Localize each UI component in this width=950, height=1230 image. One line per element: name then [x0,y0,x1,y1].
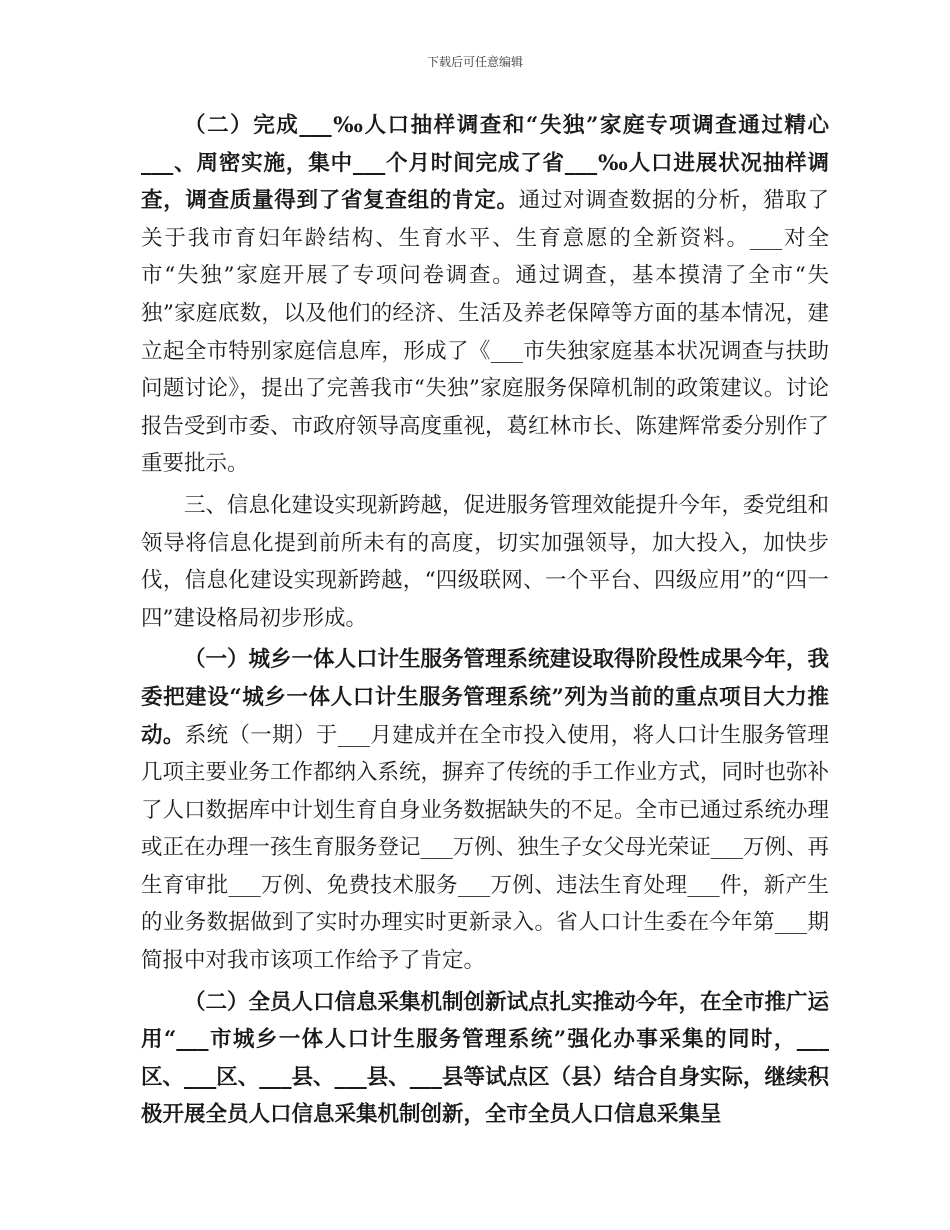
paragraph-1 [141,107,829,483]
document-body [141,107,829,1134]
paragraph-3 [141,641,829,979]
paragraph-1-heading: （二）完成___‰人口抽样调查和“失独”家庭专项调查通过精心___、周密实施，集中___个月时间完成了省___‰人口进展状况抽样调查，调查质量得到了省复查组的肯定。 [141,113,829,214]
page-header: 下载后可任意编辑 [426,55,523,69]
paragraph-3-text: 系统（一期）于___月建成并在全市投入使用，将人口计生服务管理几项主要业务工作都纳入系统，摒弃了传统的手工作业方式，同时也弥补了人口数据库中计划生育自身业务数据缺失的不足。全市已通过系统办理或正在办理一孩生育服务登记___万例、独生子女父母光荣证___万例、再生育审批___万例、免费技术服务___万例、违法生育处理___件，新产生的业务数据做到了实时办理实时更新录入。省人口计生委在今年第___期简报中对我市该项工作给予了肯定。 [141,722,830,974]
paragraph-4 [141,984,829,1134]
paragraph-4-heading: （二）全员人口信息采集机制创新试点扎实推动今年，在全市推广运用“___市城乡一体人口计生服务管理系统”强化办事采集的同时，___区、___区、___县、___县、___县等试点区（县）结合自身实际，继续积极开展全员人口信息采集机制创新，全市全员人口信息采集呈 [141,989,830,1128]
paragraph-2-text: 三、信息化建设实现新跨越，促进服务管理效能提升今年，委党组和领导将信息化提到前所未有的高度，切实加强领导，加大投入，加快步伐，信息化建设实现新跨越，“四级联网、一个平台、四级应用”的“四一四”建设格局初步形成。 [141,492,830,631]
paragraph-1-text: 通过对调查数据的分析，猎取了关于我市育妇年龄结构、生育水平、生育意愿的全新资料。___对全市“失独”家庭开展了专项问卷调查。通过调查，基本摸清了全市“失独”家庭底数，以及他们的经济、生活及养老保障等方面的基本情况，建立起全市特别家庭信息库，形成了《___市失独家庭基本状况调查与扶助问题讨论》，提出了完善我市“失独”家庭服务保障机制的政策建议。讨论报告受到市委、市政府领导高度重视，葛红林市长、陈建辉常委分别作了重要批示。 [141,188,830,477]
paragraph-3-heading: （一）城乡一体人口计生服务管理系统建设取得阶段性成果今年，我委把建设“城乡一体人口计生服务管理系统”列为当前的重点项目大力推动。 [141,647,830,748]
paragraph-2 [141,487,829,637]
